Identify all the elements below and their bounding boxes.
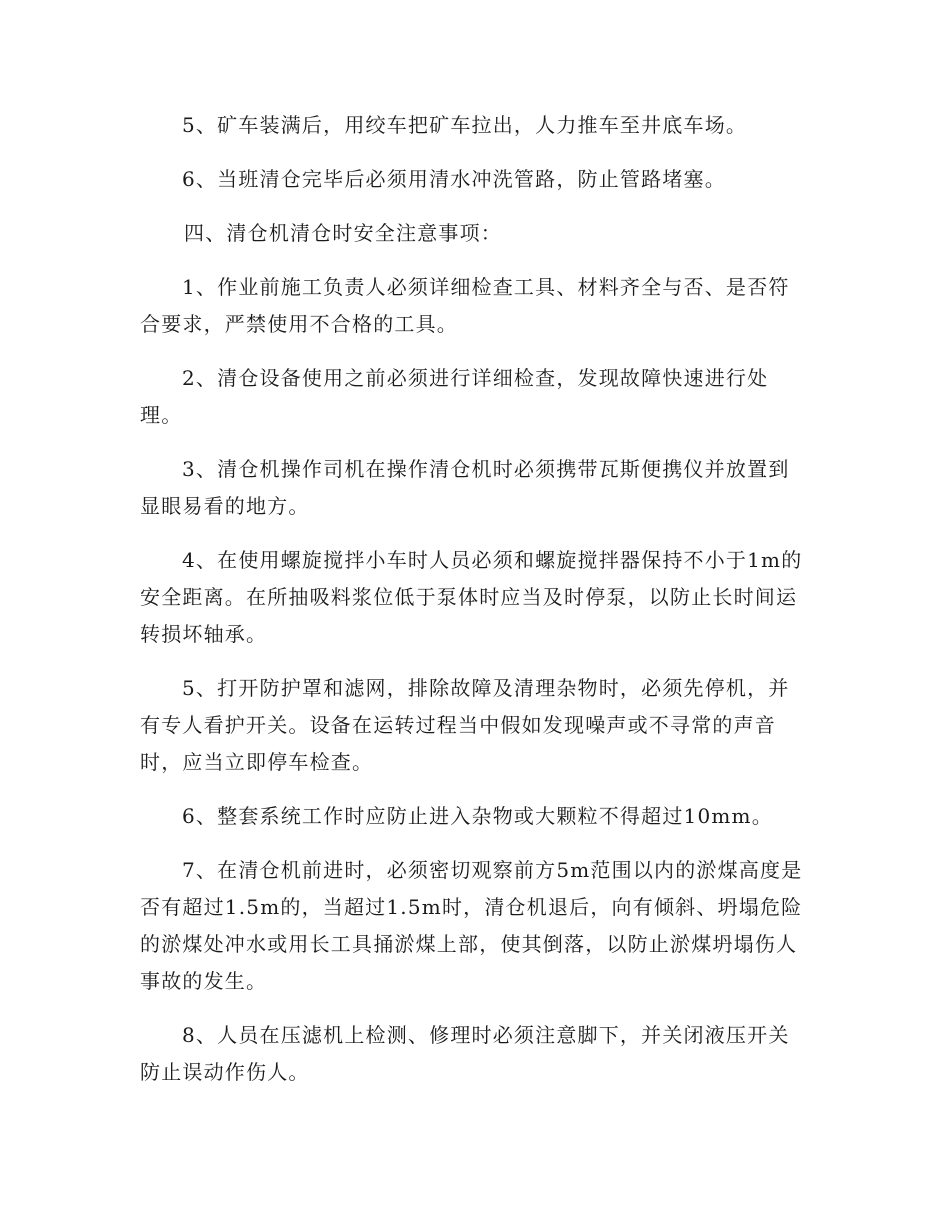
- paragraph-safety-5: 5、打开防护罩和滤网，排除故障及清理杂物时，必须先停机，并有专人看护开关。设备在运转过程当中假如发现噪声或不寻常的声音时，应当立即停车检查。: [140, 676, 790, 774]
- paragraph-step-6-flush: 6、当班清仓完毕后必须用清水冲洗管路，防止管路堵塞。: [182, 167, 726, 191]
- document-body: [140, 107, 810, 1108]
- paragraph-safety-4: 4、在使用螺旋搅拌小车时人员必须和螺旋搅拌器保持不小于1m的安全距离。在所抽吸料浆位低于泵体时应当及时停泵，以防止长时间运转损坏轴承。: [140, 548, 803, 646]
- paragraph-safety-6: 6、整套系统工作时应防止进入杂物或大颗粒不得超过10mm。: [182, 804, 773, 828]
- paragraph-safety-7: 7、在清仓机前进时，必须密切观察前方5m范围以内的淤煤高度是否有超过1.5m的，当超过1.5m时，清仓机退后，向有倾斜、坍塌危险的淤煤处冲水或用长工具捅淤煤上部，使其倒落，以防止淤煤坍塌伤人事故的发生。: [140, 858, 803, 993]
- section-heading-safety: 四、清仓机清仓时安全注意事项：: [184, 221, 502, 245]
- paragraph-safety-2: 2、清仓设备使用之前必须进行详细检查，发现故障快速进行处理。: [140, 366, 769, 427]
- paragraph-safety-3: 3、清仓机操作司机在操作清仓机时必须携带瓦斯便携仪并放置到显眼易看的地方。: [140, 457, 790, 518]
- paragraph-safety-8: 8、人员在压滤机上检测、修理时必须注意脚下，并关闭液压开关防止误动作伤人。: [140, 1023, 790, 1084]
- paragraph-safety-1: 1、作业前施工负责人必须详细检查工具、材料齐全与否、是否符合要求，严禁使用不合格的工具。: [140, 275, 790, 336]
- paragraph-step-5-unload: 5、矿车装满后，用绞车把矿车拉出，人力推车至井底车场。: [182, 113, 748, 137]
